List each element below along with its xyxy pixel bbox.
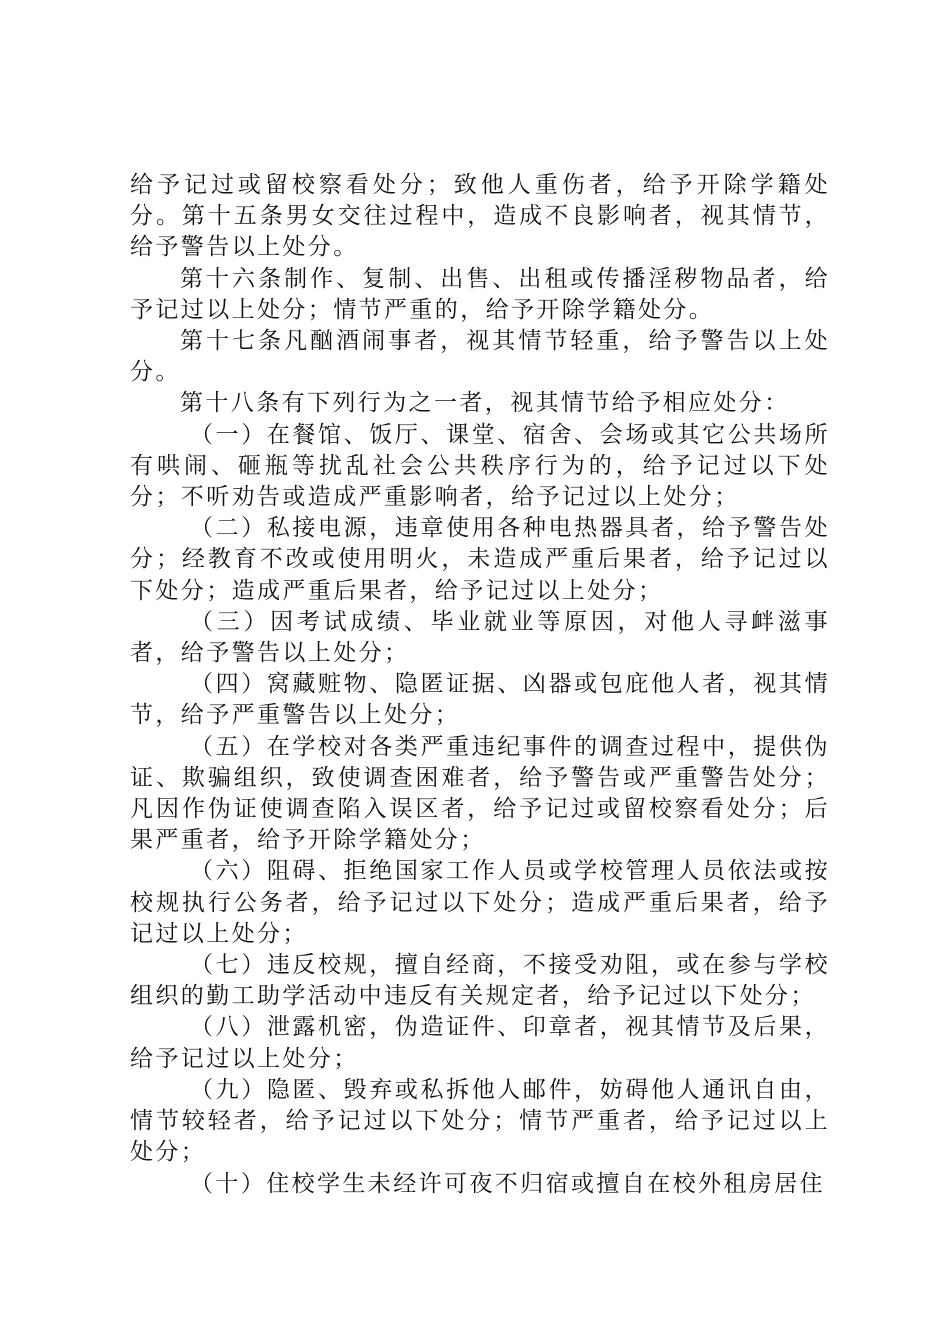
paragraph-item-6: （六）阻碍、拒绝国家工作人员或学校管理人员依法或按校规执行公务者，给予记过以下处分；造成严重后果者，给予记过以上处分； (130, 858, 830, 947)
paragraph-item-8: （八）泄露机密，伪造证件、印章者，视其情节及后果，给予记过以上处分； (130, 1014, 830, 1072)
paragraph-continuation: 给予记过或留校察看处分；致他人重伤者，给予开除学籍处分。第十五条男女交往过程中，造成不良影响者，视其情节，给予警告以上处分。 (130, 172, 830, 261)
paragraph-item-9: （九）隐匿、毁弃或私拆他人邮件，妨碍他人通讯自由，情节较轻者，给予记过以下处分；情节严重者，给予记过以上处分； (130, 1076, 830, 1166)
paragraph-article-18: 第十八条有下列行为之一者，视其情节给予相应处分： (180, 390, 790, 417)
paragraph-item-3: （三）因考试成绩、毕业就业等原因，对他人寻衅滋事者，给予警告以上处分； (130, 608, 830, 667)
paragraph-item-1: （一）在餐馆、饭厅、课堂、宿舍、会场或其它公共场所有哄闹、砸瓶等扰乱社会公共秩序行为的，给予记过以下处分；不听劝告或造成严重影响者，给予记过以上处分； (130, 421, 830, 511)
paragraph-item-7: （七）违反校规，擅自经商，不接受劝阻，或在参与学校组织的勤工助学活动中违反有关规定者，给予记过以下处分； (130, 952, 830, 1010)
paragraph-item-4: （四）窝藏赃物、隐匿证据、凶器或包庇他人者，视其情节，给予严重警告以上处分； (130, 671, 830, 729)
paragraph-item-5: （五）在学校对各类严重违纪事件的调查过程中，提供伪证、欺骗组织，致使调查困难者，给予警告或严重警告处分；凡因作伪证使调查陷入误区者，给予记过或留校察看处分；后果严重者，给予开除学籍处分； (130, 733, 830, 854)
document-body (130, 170, 830, 1200)
paragraph-item-2: （二）私接电源，违章使用各种电热器具者，给予警告处分；经教育不改或使用明火，未造成严重后果者，给予记过以下处分；造成严重后果者，给予记过以上处分； (130, 515, 830, 604)
paragraph-article-16: 第十六条制作、复制、出售、出租或传播淫秽物品者，给予记过以上处分；情节严重的，给予开除学籍处分。 (130, 265, 830, 323)
paragraph-article-17: 第十七条凡酗酒闹事者，视其情节轻重，给予警告以上处分。 (130, 328, 830, 386)
paragraph-item-10: （十）住校学生未经许可夜不归宿或擅自在校外租房居住 (190, 1170, 825, 1197)
